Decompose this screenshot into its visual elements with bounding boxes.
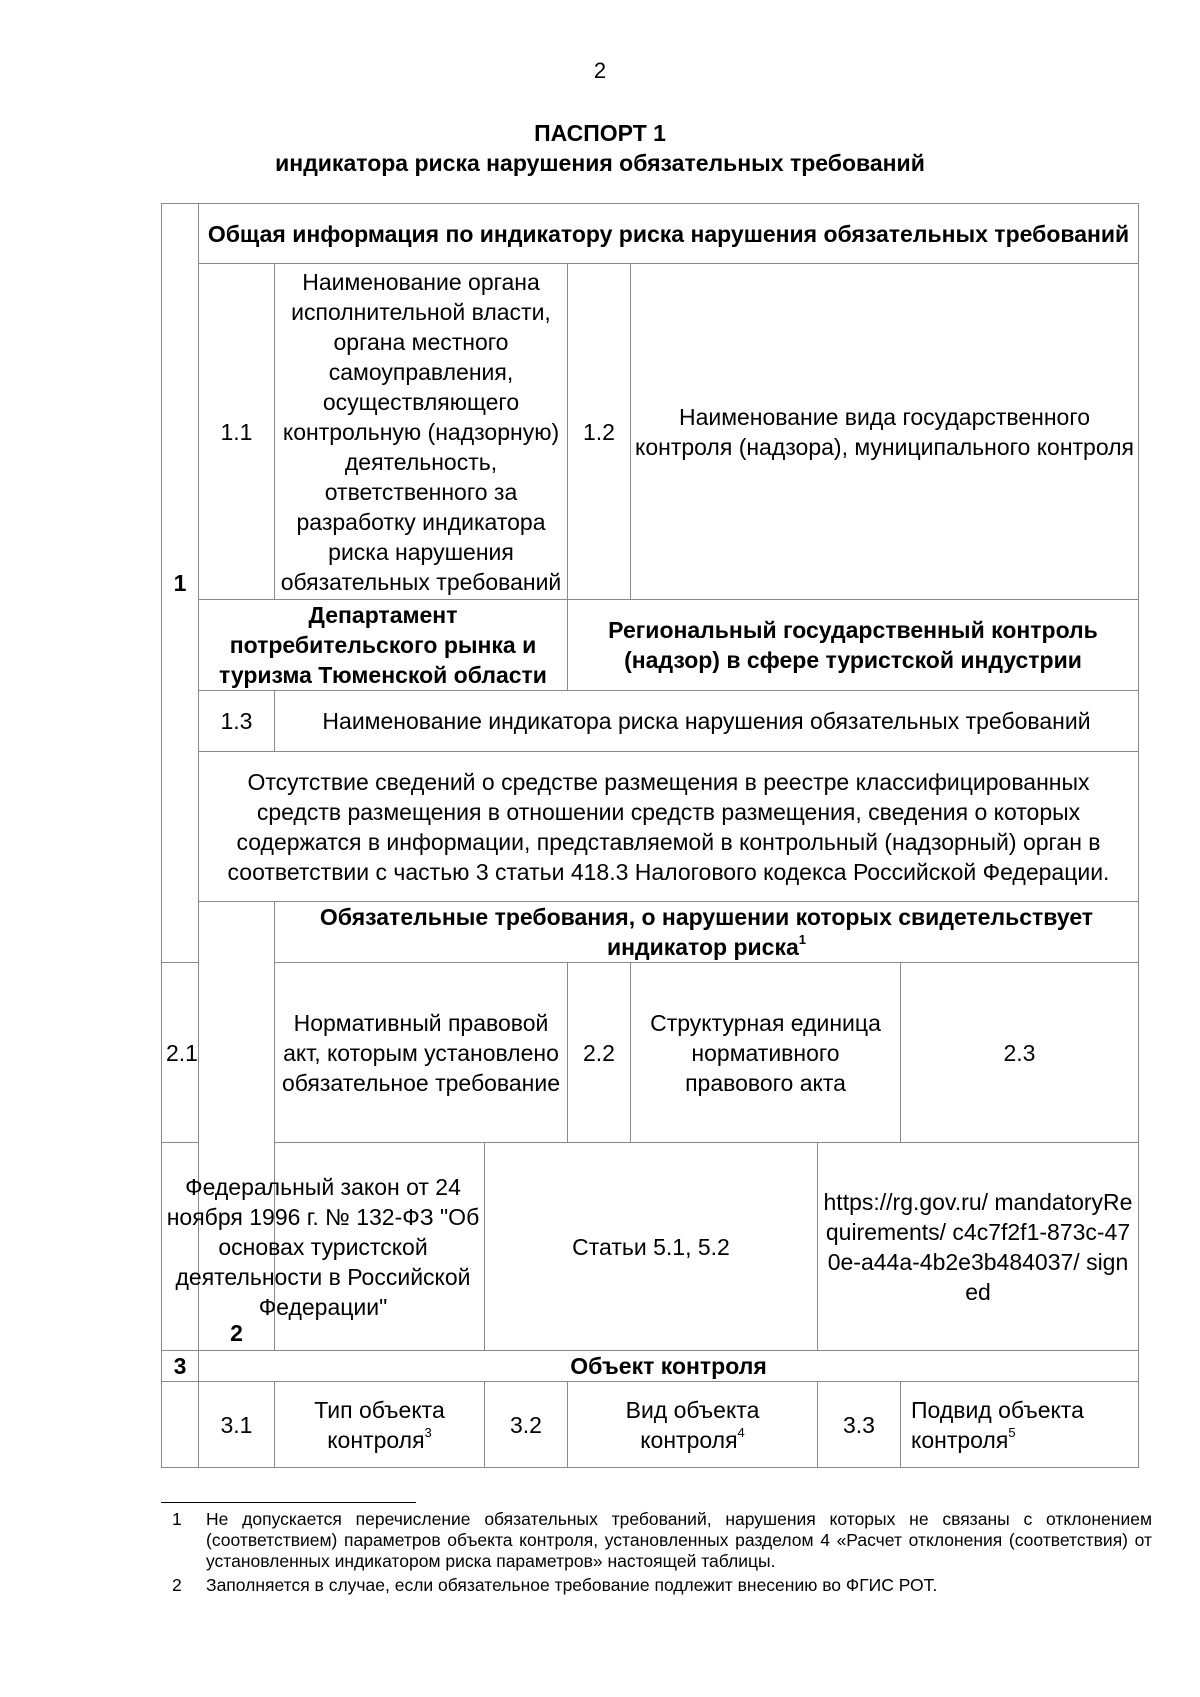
section-number: 3 xyxy=(162,1351,199,1382)
field-label-object-subkind-text: Подвид объекта контроля xyxy=(911,1396,1084,1453)
footnote-item xyxy=(172,1575,1152,1596)
field-number: 3.3 xyxy=(818,1382,901,1468)
field-number: 3.1 xyxy=(199,1382,275,1468)
footnote-ref: 1 xyxy=(798,932,807,948)
section-header-control-object: Объект контроля xyxy=(199,1351,1139,1382)
footnote-ref: 5 xyxy=(1008,1424,1016,1440)
field-value-structural-unit: Статьи 5.1, 5.2 xyxy=(485,1143,818,1351)
field-label-object-type xyxy=(275,1382,485,1468)
field-label-object-type-text: Тип объекта контроля xyxy=(314,1396,445,1453)
field-number: 2.2 xyxy=(568,963,631,1143)
section-number: 2 xyxy=(199,902,275,1351)
section-header-general-info: Общая информация по индикатору риска нарушения обязательных требований xyxy=(199,204,1139,264)
field-label-object-subkind xyxy=(901,1382,1139,1468)
field-number: 2.3 xyxy=(901,963,1139,1143)
field-number: 1.3 xyxy=(199,691,275,752)
field-label-control-type: Наименование вида государственного контроля (надзора), муниципального контроля xyxy=(631,264,1139,600)
field-label-object-kind-text: Вид объекта контроля xyxy=(625,1396,760,1453)
field-label-indicator-name: Наименование индикатора риска нарушения обязательных требований xyxy=(275,691,1139,752)
page-number: 2 xyxy=(593,58,607,83)
footnote-separator xyxy=(161,1502,416,1503)
field-label-structural-unit: Структурная единица нормативного правового акта xyxy=(631,963,901,1143)
footnote-number: 2 xyxy=(172,1575,182,1595)
field-number: 2.1 xyxy=(162,963,199,1143)
footnote-ref: 4 xyxy=(737,1424,745,1440)
footnote-text: Заполняется в случае, если обязательное требование подлежит внесению во ФГИС РОТ. xyxy=(206,1575,938,1595)
document-title xyxy=(0,118,1200,178)
passport-table xyxy=(161,203,1139,1468)
field-label-legal-act: Нормативный правовой акт, которым установлено обязательное требование xyxy=(275,963,568,1143)
field-label-object-kind xyxy=(568,1382,818,1468)
section-header-requirements-text: Обязательные требования, о нарушении которых свидетельствует индикатор риска xyxy=(319,904,1094,960)
field-number: 3.2 xyxy=(485,1382,568,1468)
field-value-legal-act: Федеральный закон от 24 ноября 1996 г. № 132-ФЗ "Об основах туристской деятельности в Российской Федерации" xyxy=(162,1143,485,1351)
field-value-authority: Департамент потребительского рынка и туризма Тюменской области xyxy=(199,600,568,691)
footnote-item xyxy=(172,1509,1152,1572)
field-label-authority: Наименование органа исполнительной власти, органа местного самоуправления, осуществляющего контрольную (надзорную) деятельность, ответственного за разработку индикатора риска нарушения обязательных требований xyxy=(275,264,568,600)
field-number: 1.1 xyxy=(199,264,275,600)
footnotes xyxy=(172,1509,1152,1599)
footnote-number: 1 xyxy=(172,1509,182,1529)
field-number: 1.2 xyxy=(568,264,631,600)
field-value-control-type: Региональный государственный контроль (надзор) в сфере туристской индустрии xyxy=(568,600,1139,691)
section-header-requirements xyxy=(275,902,1139,963)
footnote-ref: 3 xyxy=(424,1424,432,1440)
title-line-2: индикатора риска нарушения обязательных требований xyxy=(275,150,925,176)
field-value-fgis-link[interactable]: https://rg.gov.ru/ mandatoryRequirements/ c4c7f2f1-873c-470e-a44a-4b2e3b484037/ signed xyxy=(818,1143,1139,1351)
section-number-spacer xyxy=(162,1382,199,1468)
title-line-1: ПАСПОРТ 1 xyxy=(534,120,666,146)
field-value-indicator-name: Отсутствие сведений о средстве размещения в реестре классифицированных средств размещения в отношении средств размещения, сведения о которых содержатся в информации, представляемой в контрольный (надзорный) орган в соответствии с частью 3 статьи 418.3 Налогового кодекса Российской Федерации. xyxy=(199,752,1139,902)
footnote-text: Не допускается перечисление обязательных требований, нарушения которых не связаны с отклонением (соответствием) параметров объекта контроля, установленных разделом 4 «Расчет отклонения (соответствия) от установленных индикатором риска параметров» настоящей таблицы. xyxy=(206,1509,1152,1571)
section-number: 1 xyxy=(162,204,199,963)
